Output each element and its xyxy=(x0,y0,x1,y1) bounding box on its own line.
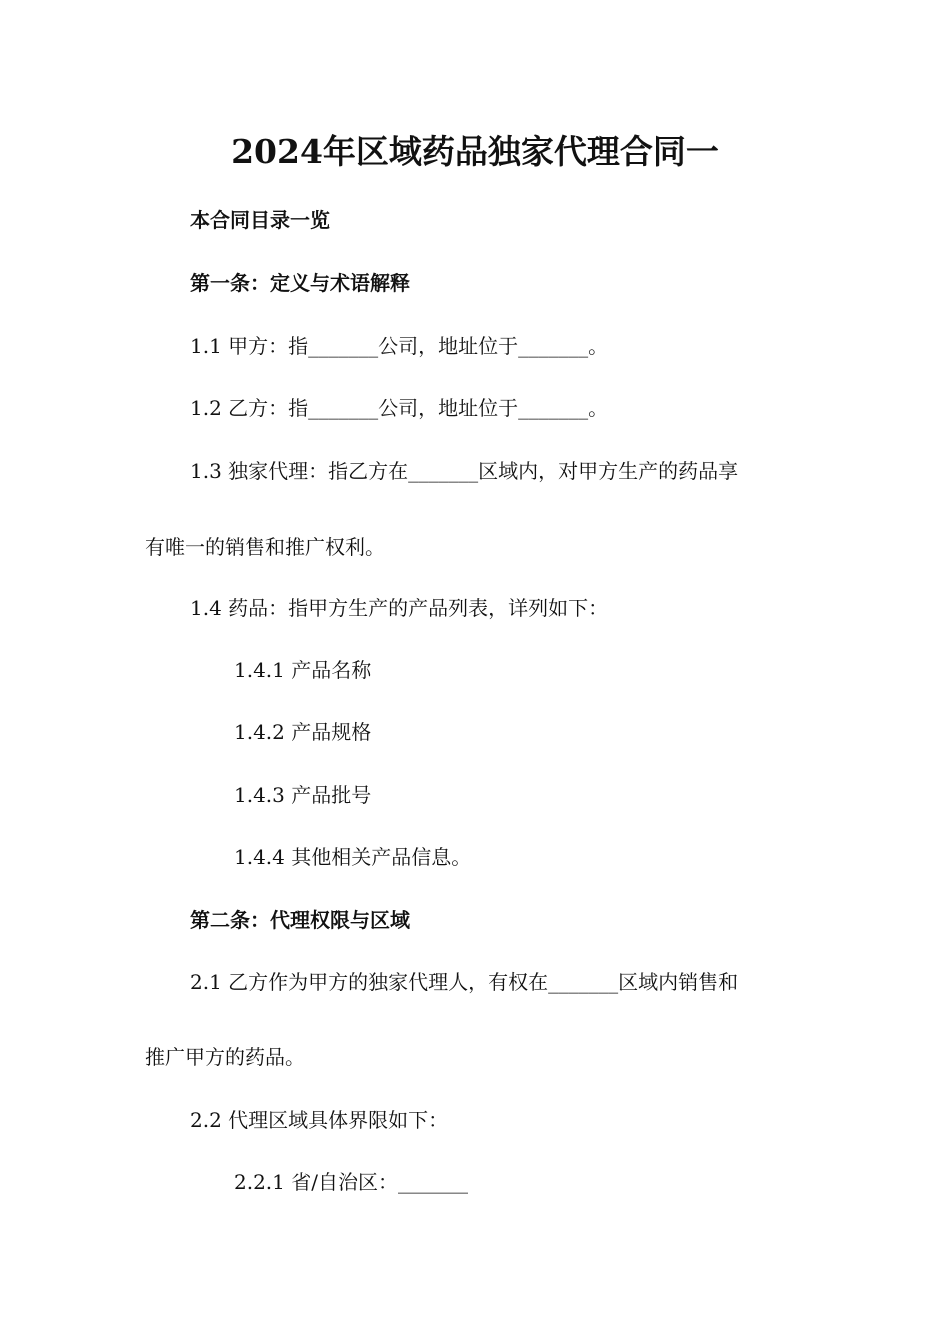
clause-1-4-2: 1.4.2 产品规格 xyxy=(234,720,372,744)
clause-1-2: 1.2 乙方：指_______公司，地址位于_______。 xyxy=(190,396,609,420)
clause-1-4-4: 1.4.4 其他相关产品信息。 xyxy=(234,845,472,869)
clause-2-2: 2.2 代理区域具体界限如下： xyxy=(190,1108,449,1132)
clause-2-2-1: 2.2.1 省/自治区：_______ xyxy=(234,1170,468,1194)
clause-1-4-3: 1.4.3 产品批号 xyxy=(234,783,372,807)
clause-2-1: 2.1 乙方作为甲方的独家代理人，有权在_______区域内销售和 xyxy=(190,970,739,994)
clause-2-1-continued: 推广甲方的药品。 xyxy=(145,1045,305,1069)
toc-heading: 本合同目录一览 xyxy=(190,208,330,232)
clause-1-3-continued: 有唯一的销售和推广权利。 xyxy=(145,535,385,559)
clause-1-1: 1.1 甲方：指_______公司，地址位于_______。 xyxy=(190,334,609,358)
article1-heading: 第一条：定义与术语解释 xyxy=(190,271,410,295)
clause-1-4: 1.4 药品：指甲方生产的产品列表，详列如下： xyxy=(190,596,609,620)
article2-heading: 第二条：代理权限与区域 xyxy=(190,908,410,932)
document-title: 2024年区域药品独家代理合同一 xyxy=(231,132,719,171)
clause-1-4-1: 1.4.1 产品名称 xyxy=(234,658,372,682)
clause-1-3: 1.3 独家代理：指乙方在_______区域内，对甲方生产的药品享 xyxy=(190,459,739,483)
